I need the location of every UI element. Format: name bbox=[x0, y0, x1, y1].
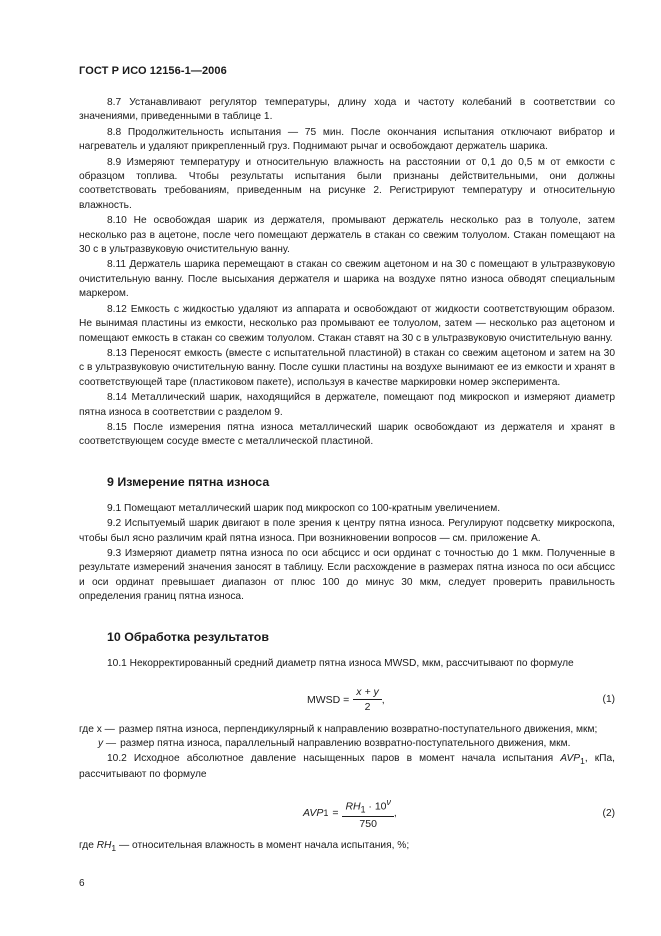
paragraph-10-2 bbox=[79, 752, 615, 783]
paragraph-8-14: 8.14 Металлический шарик, находящийся в держателе, помещают под микроскоп и измеряют диаметр пятна износа в соответствии с разделом 9. bbox=[79, 392, 615, 418]
formula-1-lhs: MWSD = bbox=[307, 693, 350, 706]
formula-2-lhs: AVP bbox=[303, 807, 324, 820]
paragraph-9-2: 9.2 Испытуемый шарик двигают в поле зрения к центру пятна износа. Регулируют подсветку микроскопа, чтобы был ясно различим край пятна износа. При возникновении вопросов — см. приложение А. bbox=[79, 518, 615, 544]
document-header: ГОСТ Р ИСО 12156-1—2006 bbox=[79, 65, 227, 77]
formula-1-number: (1) bbox=[602, 694, 615, 705]
power-base: · 10 bbox=[365, 800, 387, 813]
formula-2-number: (2) bbox=[602, 807, 615, 819]
formula-1-tail: , bbox=[381, 693, 385, 706]
power-exponent: ν bbox=[386, 796, 391, 807]
paragraph-10-2-start: 10.2 Исходное абсолютное давление насыщенных паров в момент начала испытания bbox=[107, 752, 561, 764]
paragraph-9-1: 9.1 Помещают металлический шарик под микроскоп со 100-кратным увеличением. bbox=[107, 502, 501, 514]
formula-2-equals: = bbox=[332, 807, 339, 820]
formula-1 bbox=[79, 683, 615, 717]
legend-rh-text: — относительная влажность в момент начала испытания, %; bbox=[116, 839, 410, 851]
legend-rh-variable: RH bbox=[96, 839, 112, 851]
formula-2-lhs-sub: 1 bbox=[323, 808, 329, 819]
legend-rh-subscript: 1 bbox=[111, 842, 117, 853]
paragraph-9-3: 9.3 Измеряют диаметр пятна износа по оси абсцисс и оси ординат с точностью до 1 мкм. Полученные в результате измерений значения заносят в таблицу. Если расхождение в размерах пятна износа по оси абсцисс и оси ординат превышает диапазон от плюс 100 до минус 30 мкм, следует проверить правильность определения границ пятна износа. bbox=[79, 547, 615, 603]
section-9-heading: 9 Измерение пятна износа bbox=[107, 474, 270, 489]
legend-y-text: размер пятна износа, параллельный направлению возвратно-поступательного движения, мкм. bbox=[120, 738, 571, 750]
formula-2-numerator bbox=[342, 795, 393, 818]
paragraph-8-8: 8.8 Продолжительность испытания — 75 мин. После окончания испытания отключают вибратор и нагреватель и удаляют прикрепленный груз. Поднимают рычаг и освобождают держатель шарика. bbox=[79, 126, 615, 153]
formula-2-denominator: 750 bbox=[359, 818, 377, 831]
paragraph-10-1: 10.1 Некорректированный средний диаметр пятна износа MWSD, мкм, рассчитывают по формуле bbox=[107, 657, 574, 669]
formula-1-numerator: x + y bbox=[353, 685, 381, 700]
rh-subscript: 1 bbox=[360, 804, 366, 815]
page-content bbox=[79, 96, 615, 855]
rh-variable: RH bbox=[345, 800, 361, 813]
formula-2 bbox=[79, 797, 615, 831]
legend-x-text: размер пятна износа, перпендикулярный к направлению возвратно-поступательного движения, мкм; bbox=[118, 724, 598, 735]
paragraph-10-2-end: , кПа, рассчитывают по формуле bbox=[79, 752, 615, 781]
formula-2-fraction bbox=[342, 795, 393, 833]
page-number: 6 bbox=[79, 878, 85, 889]
section-10-heading: 10 Обработка результатов bbox=[107, 629, 269, 644]
formula-1-fraction bbox=[353, 685, 381, 715]
avp-variable: AVP bbox=[560, 752, 581, 764]
avp-subscript: 1 bbox=[580, 755, 585, 766]
paragraph-8-12: 8.12 Емкость с жидкостью удаляют из аппарата и освобождают от жидкости соответствующим образом. Не вынимая пластины из емкости, несколько раз промывают ее толуолом, затем — несколько раз ацетоном и помещают емкость в стакан со свежим толуолом. Стакан ставят на 30 с в ультразвуковую очистительную ванну. bbox=[79, 303, 615, 344]
formula-2-tail: , bbox=[393, 807, 397, 820]
formula-1-denominator: 2 bbox=[364, 701, 371, 713]
paragraph-8-11: 8.11 Держатель шарика перемещают в стакан со свежим ацетоном и на 30 с помещают в ультразвуковую очистительную ванну. После высыхания держателя и шарика на воздухе пятно износа обводят специальным маркером. bbox=[79, 259, 615, 300]
paragraph-8-13: 8.13 Переносят емкость (вместе с испытательной пластиной) в стакан со свежим ацетоном и затем на 30 с в ультразвуковую очистительную ванну. После сушки пластины на воздухе вынимают ее из емкости и хранят в соответствующей таре (пластиковом пакете), используя в качестве маркировки номер эксперимента. bbox=[79, 347, 615, 388]
paragraph-8-7: 8.7 Устанавливают регулятор температуры, длину хода и частоту колебаний в соответствии со значениями, приведенными в таблице 1. bbox=[79, 97, 615, 123]
paragraph-8-9: 8.9 Измеряют температуру и относительную влажность на расстоянии от 0,1 до 0,5 м от емкости с образцом топлива. Чтобы результаты испытания были признаны действительными, они должны соответствовать требованиям, приведенным на рисунке 2. Регистрируют температуру и относительную влажность. bbox=[79, 156, 615, 211]
formula-1-legend bbox=[79, 723, 615, 752]
legend-x-label: где x — bbox=[79, 724, 115, 735]
legend-y-label: y — bbox=[98, 738, 117, 750]
legend-rh-prefix: где bbox=[79, 839, 97, 851]
paragraph-8-15: 8.15 После измерения пятна износа металлический шарик освобождают из держателя и хранят в соответствующем сосуде вместе с металлической пластиной. bbox=[79, 421, 615, 448]
paragraph-8-10: 8.10 Не освобождая шарик из держателя, промывают держатель несколько раз в толуоле, затем несколько раз в ацетоне, после чего помещают держатель в стакан со свежим толуолом. Стакан помещают на 30 с в ультразвуковую очистительную ванну. bbox=[79, 215, 615, 256]
formula-2-legend bbox=[79, 839, 615, 855]
